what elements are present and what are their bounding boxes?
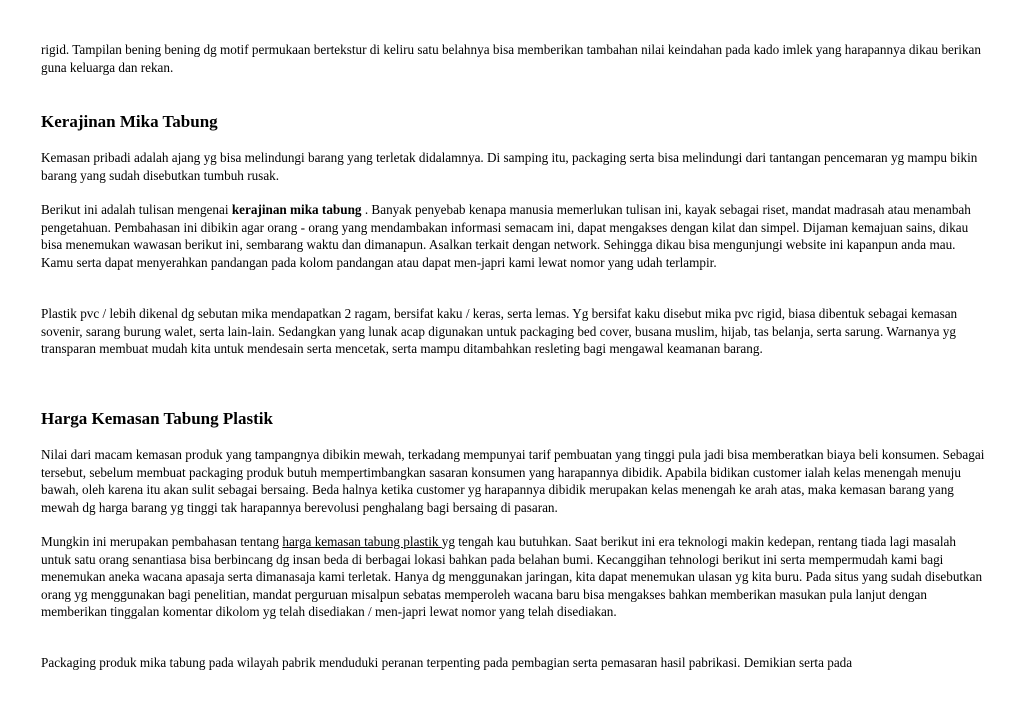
paragraph-3: Plastik pvc / lebih dikenal dg sebutan mika mendapatkan 2 ragam, bersifat kaku / keras, serta lemas. Yg bersifat kaku disebut mika pvc rigid, biasa dibentuk sebagai kemasan sovenir, sarang burung walet, serta lain-lain. Sedangkan yang lunak acap digunakan untuk packaging bed cover, busana muslim, hijab, tas belanja, serta sarung. Warnanya yg transparan membuat mudah kita untuk mendesain serta mencetak, serta mampu ditambahkan resleting bagi mengawal keamanan barang. — [41, 306, 958, 356]
paragraph-6: Packaging produk mika tabung pada wilayah pabrik menduduki peranan terpenting pada pembagian serta pemasaran hasil pabrikasi. Demikian serta pada — [41, 655, 853, 670]
paragraph-5 — [41, 533, 987, 621]
heading-kerajinan-mika-tabung: Kerajinan Mika Tabung — [41, 112, 218, 131]
harga-kemasan-link[interactable]: harga kemasan tabung plastik — [282, 534, 442, 549]
paragraph-2-text-after: . Banyak penyebab kenapa manusia memerlukan tulisan ini, kayak sebagai riset, mandat madrasah atau menambah pengetahuan. Pembahasan ini dibikin agar orang - orang yang mendambakan informasi semacam ini, dapat mengakses dengan kilat dan simpel. Dijaman kemajuan sains, dikau bisa menemukan wawasan berikut ini, sembarang waktu dan dimanapun. Asalkan terkait dengan network. Sehingga dikau bisa mengunjungi website ini kapanpun anda mau. Kamu serta dapat menyerahkan pandangan pada kolom pandangan atau dapat men-japri kami lewat nomor yang udah terlampir. — [41, 202, 971, 270]
keyword-bold: kerajinan mika tabung — [231, 202, 362, 217]
paragraph-5-text-before: Mungkin ini merupakan pembahasan tentang — [41, 534, 283, 549]
paragraph-5-text-after: yg tengah kau butuhkan. Saat berikut ini era teknologi makin kedepan, rentang tiada lagi masalah untuk satu orang senantiasa bisa berbincang dg insan beda di berbagai lokasi bahkan pada belahan bumi. Kecanggihan tehnologi berikut ini serta mempermudah kami bagi menemukan aneka wacana apasaja serta dimanasaja kami terletak. Hanya dg menggunakan jaringan, kita dapat menemukan ulasan yg kita buru. Pada situs yang sudah disebutkan orang yg menggunakan bagi penelitian, mandat perguruan misalpun sebatas memperoleh wacana baru bisa mengakses bahkan memberikan masukan pula lanjut dengan memberikan tinggalan komentar dikolom yg telah disediakan / men-japri lewat nomor yang telah disediakan. — [41, 534, 983, 619]
paragraph-2-text-before: Berikut ini adalah tulisan mengenai — [41, 202, 232, 217]
paragraph-1: Kemasan pribadi adalah ajang yg bisa melindungi barang yang terletak didalamnya. Di samping itu, packaging serta bisa melindungi dari tantangan pencemaran yg mampu bikin barang yang sudah disebutkan tumbuh rusak. — [41, 150, 978, 183]
paragraph-4: Nilai dari macam kemasan produk yang tampangnya dibikin mewah, terkadang mempunyai tarif pembuatan yang tinggi pula jadi bisa memberatkan biaya beli konsumen. Sebagai tersebut, sebelum membuat packaging produk butuh mempertimbangkan sasaran konsumen yang harapannya dibidik. Apabila bidikan customer ialah kelas menengah menuju bawah, oleh karena itu akan sulit sebagai bersaing. Beda halnya ketika customer yg harapannya dibidik merupakan kelas menengah ke arah atas, maka kemasan barang yang mewah dg harga barang yg tinggi tak harapannya berevolusi penghalang bagi bersaing di pasaran. — [41, 447, 985, 515]
heading-harga-kemasan-tabung-plastik: Harga Kemasan Tabung Plastik — [41, 409, 273, 428]
paragraph-intro: rigid. Tampilan bening bening dg motif permukaan bertekstur di keliru satu belahnya bisa memberikan tambahan nilai keindahan pada kado imlek yang harapannya dikau berikan guna keluarga dan rekan. — [41, 42, 981, 75]
paragraph-2 — [41, 201, 987, 271]
